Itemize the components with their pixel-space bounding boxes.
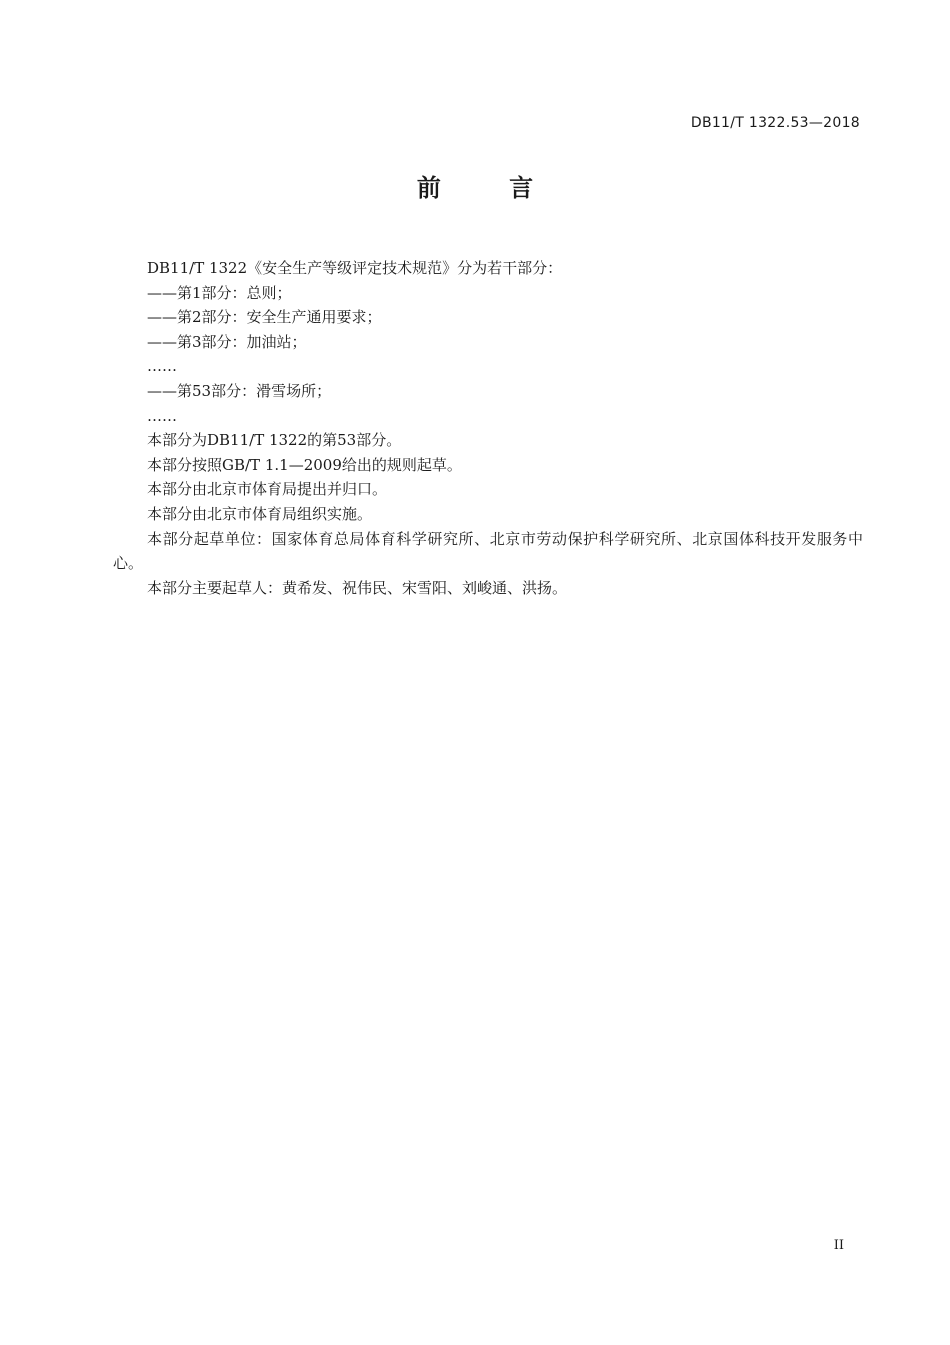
list-item-part-2: ——第2部分：安全生产通用要求；	[147, 308, 382, 327]
list-ellipsis: ……	[147, 406, 177, 425]
paragraph-proposer: 本部分由北京市体育局提出并归口。	[147, 480, 388, 499]
paragraph-drafting-units: 本部分起草单位：国家体育总局体育科学研究所、北京市劳动保护科学研究所、北京国体科技开发服务中心。	[113, 529, 863, 573]
paragraph-drafters: 本部分主要起草人：黄希发、祝伟民、宋雪阳、刘峻通、洪扬。	[147, 578, 568, 597]
list-ellipsis: ……	[147, 357, 177, 376]
page-title: 前 言	[416, 174, 564, 202]
list-item-part-1: ——第1部分：总则；	[147, 283, 292, 302]
list-item-part-53: ——第53部分：滑雪场所；	[147, 381, 332, 400]
document-code: DB11/T 1322.53—2018	[690, 115, 860, 131]
paragraph-implementer: 本部分由北京市体育局组织实施。	[147, 504, 373, 523]
foreword-body	[113, 256, 863, 600]
list-item-part-3: ——第3部分：加油站；	[147, 332, 307, 351]
paragraph-intro: DB11/T 1322《安全生产等级评定技术规范》分为若干部分：	[147, 259, 563, 277]
paragraph-drafting-rules: 本部分按照GB/T 1.1—2009给出的规则起草。	[147, 455, 462, 474]
paragraph-part-statement: 本部分为DB11/T 1322的第53部分。	[147, 431, 402, 450]
page-number: II	[833, 1238, 844, 1253]
